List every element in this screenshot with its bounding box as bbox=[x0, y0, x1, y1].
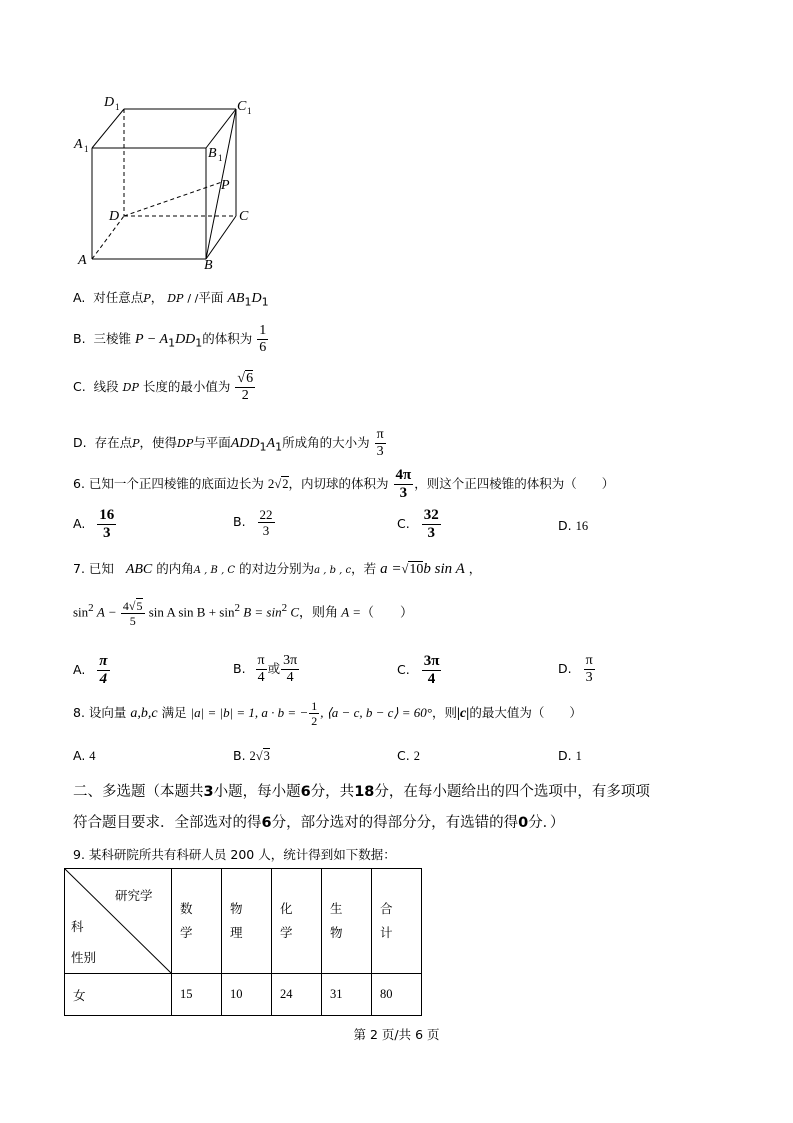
table-header-cell: 合 计 bbox=[372, 869, 422, 974]
q6-option-c: C. $\frac{32}{3}$ bbox=[397, 507, 439, 541]
q7-option-b: B. $\frac{\pi}{4}$ 或 $\frac{3\pi}{4}$ bbox=[233, 653, 298, 685]
corner-bottom: 性别 bbox=[71, 950, 97, 965]
table-cell: 10 bbox=[222, 974, 272, 1016]
label-c1-sub: 1 bbox=[247, 106, 252, 116]
label-d1-sub: 1 bbox=[115, 102, 120, 112]
q7-stem-line2: $\sin^2 A$ − $\frac{4√5}{5}$ sin A $\sin B + \sin^2 B = \sin^2 C$，则角 A =（ ） bbox=[73, 599, 414, 628]
section2-line1: 二、多选题（本题共3小题，每小题6分，共18分，在每小题给出的四个选项中，有多项项 bbox=[73, 784, 650, 800]
corner-top: 研究学 bbox=[115, 888, 153, 903]
q5-option-d: D. 存在点P，使得DP与平面$ADD_1A_1$所成角的大小为 $\frac{\pi}{3}$ bbox=[73, 427, 384, 459]
q9-stem: 9. 某科研院所共有科研人员 200 人，统计得到如下数据： bbox=[73, 847, 396, 862]
label-b1: B bbox=[208, 146, 217, 161]
table-cell: 31 bbox=[322, 974, 372, 1016]
label-a1-sub: 1 bbox=[84, 144, 89, 154]
label-p: P bbox=[221, 178, 230, 193]
label-b1-sub: 1 bbox=[218, 153, 223, 163]
page-footer: 第 2 页/共 6 页 bbox=[353, 1027, 440, 1042]
table-header-row bbox=[65, 869, 422, 974]
q7-option-d: D. $\frac{\pi}{3}$ bbox=[558, 653, 593, 685]
q5-option-b: B. 三棱锥 $P - A_1DD_1$的体积为 $\frac{1}{6}$ bbox=[73, 323, 267, 355]
table-header-cell: 生 物 bbox=[322, 869, 372, 974]
q8-option-d: D. 1 bbox=[558, 748, 582, 763]
q5-option-a: A. 对任意点P， DP / /平面 $AB_1D_1$ bbox=[73, 290, 269, 309]
label-d: D bbox=[109, 209, 120, 224]
table-header-cell: 物 理 bbox=[222, 869, 272, 974]
table-header-cell: 化 学 bbox=[272, 869, 322, 974]
table-header-cell: 数 学 bbox=[172, 869, 222, 974]
q6-option-b: B. $\frac{22}{3}$ bbox=[233, 507, 273, 538]
q8-option-a: A. 4 bbox=[73, 748, 96, 763]
table-cell: 24 bbox=[272, 974, 322, 1016]
label-d1: D bbox=[104, 95, 115, 110]
section2-line2: 符合题目要求．全部选对的得6分，部分选对的得部分分，有选错的得0分．） bbox=[73, 815, 565, 831]
q8-option-b: B. 2√3 bbox=[233, 748, 270, 763]
q7-option-c: C. $\frac{3\pi}{4}$ bbox=[397, 653, 440, 687]
q7-option-a: A. $\frac{\pi}{4}$ bbox=[73, 653, 108, 687]
q9-table bbox=[64, 868, 422, 1016]
table-cell: 15 bbox=[172, 974, 222, 1016]
corner-mid: 科 bbox=[71, 919, 84, 934]
table-row bbox=[65, 974, 422, 1016]
table-cell: 80 bbox=[372, 974, 422, 1016]
label-a: A bbox=[78, 253, 87, 268]
q7-stem-line1: 7. 已知 ABC 的内角A , B , C 的对边分别为a , b , c，若 a =√10b sin A ， bbox=[73, 561, 482, 577]
label-b: B bbox=[204, 258, 213, 273]
q8-stem: 8. 设向量 a,b,c 满足 |a| = |b| = 1, a · b = − $\frac{1}{2}$ , ⟨a − c, b − c⟩ = 60°，则|c|的最大值为（ ） bbox=[73, 699, 582, 728]
q6-stem: 6. 已知一个正四棱锥的底面边长为 2√2，内切球的体积为 $\frac{4\pi}{3}$ ，则这个正四棱锥的体积为（ ） bbox=[73, 467, 615, 501]
q6-option-d: D. 16 bbox=[558, 518, 589, 533]
table-row-label: 女 bbox=[65, 974, 172, 1016]
q5-option-c: C. 线段 DP 长度的最小值为 $\frac{√6}{2}$ bbox=[73, 371, 254, 403]
q6-option-a: A. $\frac{16}{3}$ bbox=[73, 507, 115, 541]
label-a1: A bbox=[74, 137, 83, 152]
table-corner-cell bbox=[65, 869, 172, 974]
label-c: C bbox=[239, 209, 249, 224]
q8-option-c: C. 2 bbox=[397, 748, 420, 763]
label-c1: C bbox=[237, 99, 247, 114]
cube-figure bbox=[70, 92, 270, 277]
